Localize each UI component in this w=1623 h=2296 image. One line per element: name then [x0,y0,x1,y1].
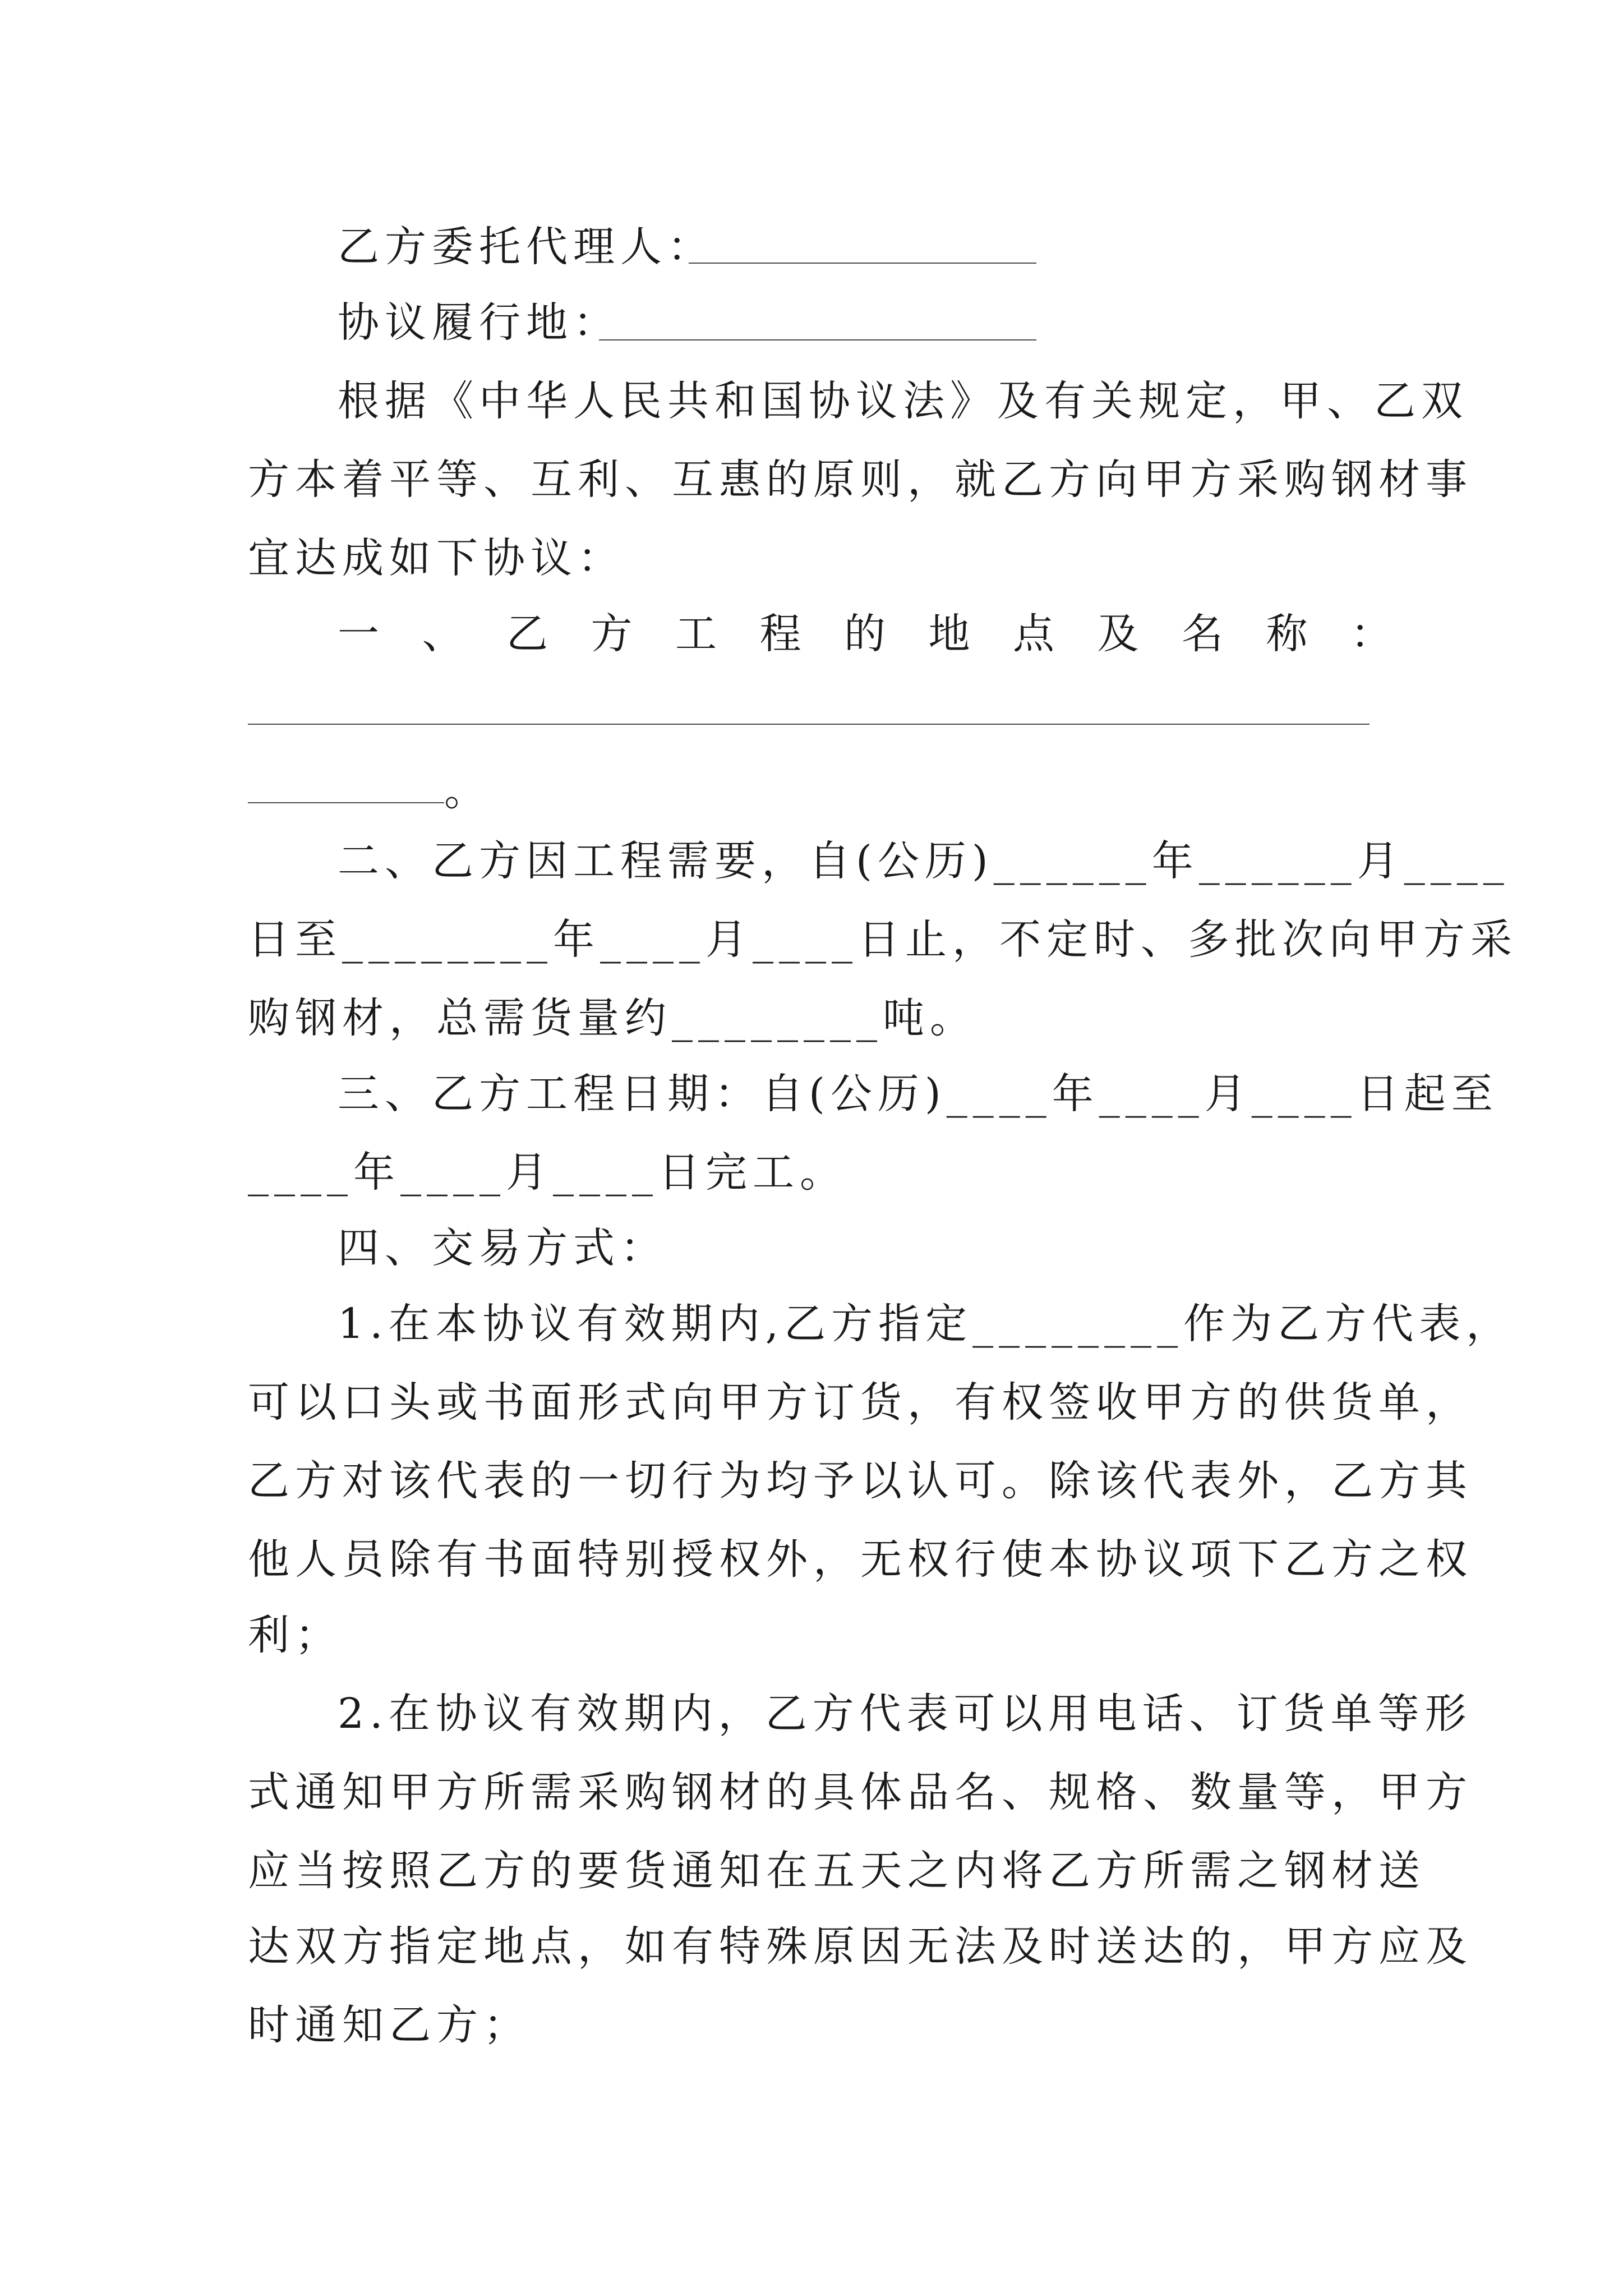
section-heading: 一、乙方工程的地点及名称： [338,610,1392,658]
paragraph-line: 2.在协议有效期内，乙方代表可以用电话、订货单等形 [338,1690,1472,1738]
paragraph-line: 乙方对该代表的一切行为均予以认可。除该代表外，乙方其 [248,1457,1473,1505]
agent-line: 乙方委托代理人： [338,223,714,271]
paragraph-line: 应当按照乙方的要货通知在五天之内将乙方所需之钢材送 [248,1847,1426,1895]
paragraph-line: 可以口头或书面形式向甲方订货，有权签收甲方的供货单， [248,1378,1473,1427]
name-blank [248,724,1370,725]
place-line: 协议履行地： [338,298,620,347]
paragraph-line: 利； [248,1611,342,1659]
paragraph-line: 达双方指定地点，如有特殊原因无法及时送达的，甲方应及 [248,1922,1473,1971]
paragraph-line: 根据《中华人民共和国协议法》及有关规定，甲、乙双 [338,377,1468,425]
agent-blank [689,263,1036,264]
place-blank [599,339,1036,341]
paragraph-line: 宜达成如下协议： [248,534,625,582]
paragraph-line: 式通知甲方所需采购钢材的具体品名、规格、数量等，甲方 [248,1768,1473,1816]
paragraph-line: 时通知乙方； [248,2001,531,2049]
paragraph-line: 他人员除有书面特别授权外，无权行使本协议项下乙方之权 [248,1535,1473,1584]
period-mark: 。 [444,767,491,815]
paragraph-line: 三、乙方工程日期：自(公历)____年____月____日起至 [338,1070,1498,1118]
paragraph-line: 二、乙方因工程需要，自(公历)______年______月____ [338,837,1510,885]
paragraph-line: 日至________年____月____日止，不定时、多批次向甲方采 [248,915,1518,964]
paragraph-line: ____年____月____日完工。 [248,1148,847,1197]
name-blank-end [248,802,444,803]
paragraph-line: 1.在本协议有效期内,乙方指定________作为乙方代表， [338,1300,1514,1348]
paragraph-line: 方本着平等、互利、互惠的原则，就乙方向甲方采购钢材事 [248,455,1473,504]
section-heading: 四、交易方式： [338,1224,667,1272]
paragraph-line: 购钢材，总需货量约________吨。 [248,994,977,1042]
